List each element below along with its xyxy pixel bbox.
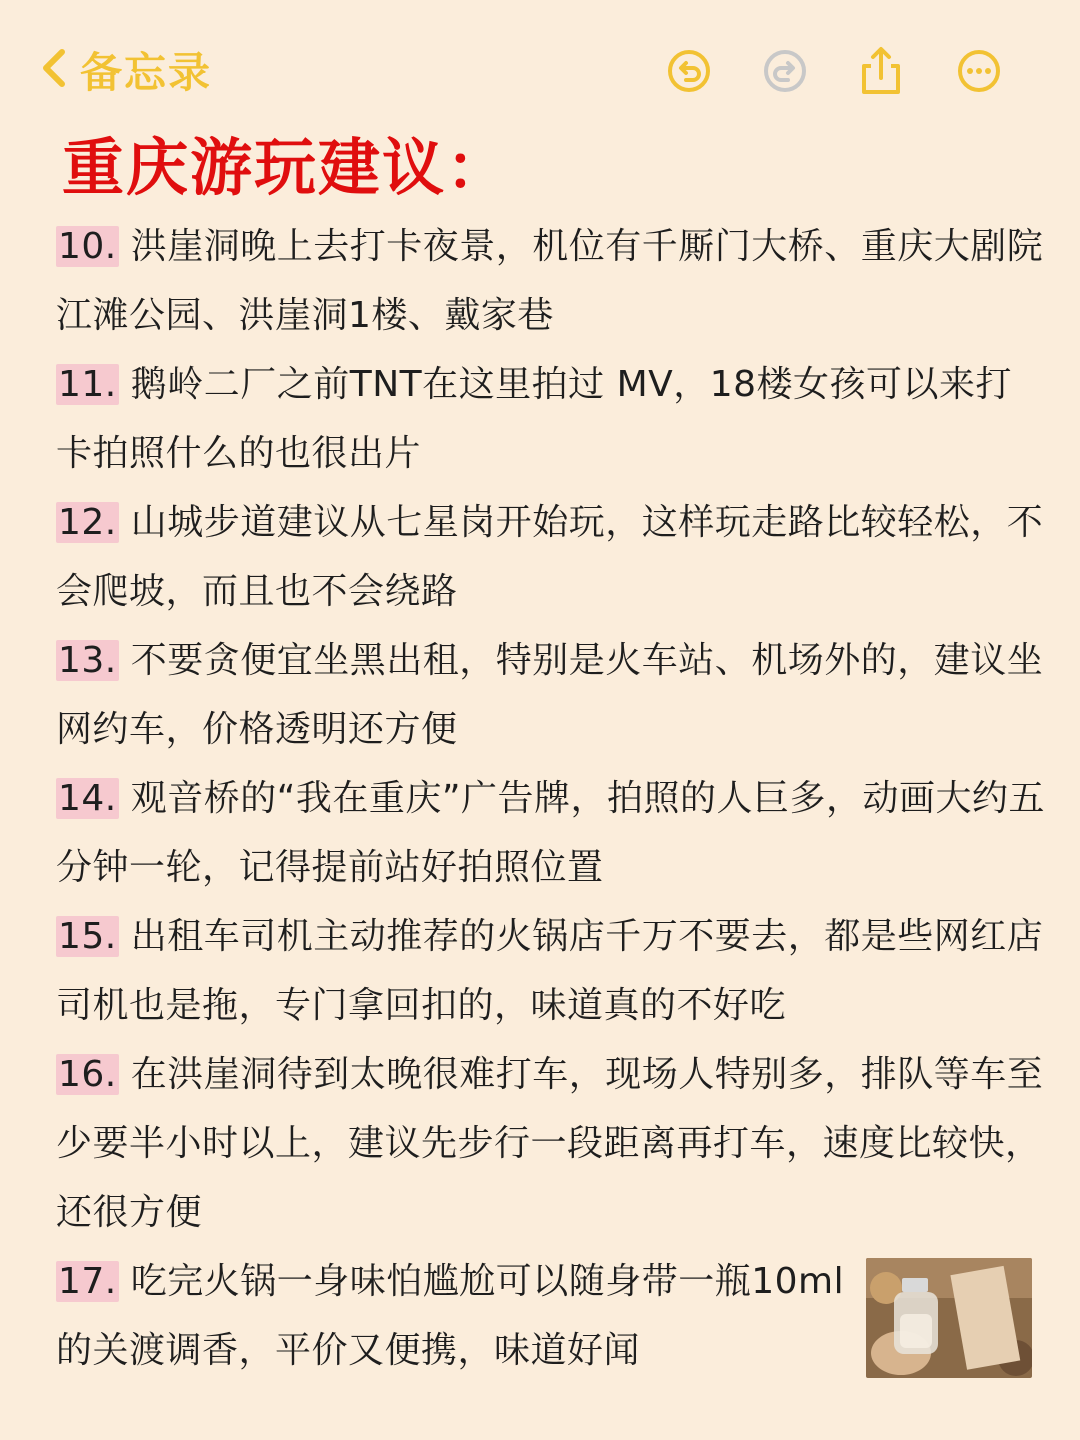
list-item [56,212,1046,350]
share-icon[interactable] [856,44,906,98]
list-item [56,764,1046,902]
redo-icon[interactable] [760,44,810,98]
undo-icon[interactable] [664,44,714,98]
item-text: 鹅岭二厂之前TNT在这里拍过 MV，18楼女孩可以来打卡拍照什么的也很出片 [56,364,1013,474]
back-button[interactable] [38,42,212,98]
navigation-bar [0,0,1080,120]
list-item [56,350,1046,488]
list-item [56,902,1046,1040]
list-item [56,626,1046,764]
item-number: 17. [58,1261,117,1302]
item-number: 16. [58,1054,117,1095]
list-item [56,1040,1046,1247]
item-text: 山城步道建议从七星岗开始玩，这样玩走路比较轻松，不会爬坡，而且也不会绕路 [56,502,1044,612]
item-number: 13. [58,640,117,681]
item-text: 不要贪便宜坐黑出租，特别是火车站、机场外的，建议坐网约车，价格透明还方便 [56,640,1044,750]
note-title: 重庆游玩建议： [62,131,511,204]
item-text: 吃完火锅一身味怕尴尬可以随身带一瓶10ml的关渡调香，平价又便携，味道好闻 [56,1261,845,1371]
back-label: 备忘录 [80,48,213,97]
list-item [56,488,1046,626]
item-number: 15. [58,916,117,957]
item-text: 洪崖洞晚上去打卡夜景，机位有千厮门大桥、重庆大剧院江滩公园、洪崖洞1楼、戴家巷 [56,226,1044,336]
more-icon[interactable] [954,44,1004,98]
item-text: 在洪崖洞待到太晚很难打车，现场人特别多，排队等车至少要半小时以上，建议先步行一段距离再打车，速度比较快，还很方便 [56,1054,1044,1233]
item-number: 10. [58,226,117,267]
perfume-photo[interactable] [866,1258,1032,1378]
item-text: 观音桥的“我在重庆”广告牌，拍照的人巨多，动画大约五分钟一轮，记得提前站好拍照位置 [56,778,1046,888]
item-text: 出租车司机主动推荐的火锅店千万不要去，都是些网红店司机也是拖，专门拿回扣的，味道真的不好吃 [56,916,1044,1026]
item-number: 12. [58,502,117,543]
item-number: 14. [58,778,117,819]
chevron-left-icon [38,46,68,94]
item-number: 11. [58,364,117,405]
note-body[interactable] [56,212,1046,1385]
